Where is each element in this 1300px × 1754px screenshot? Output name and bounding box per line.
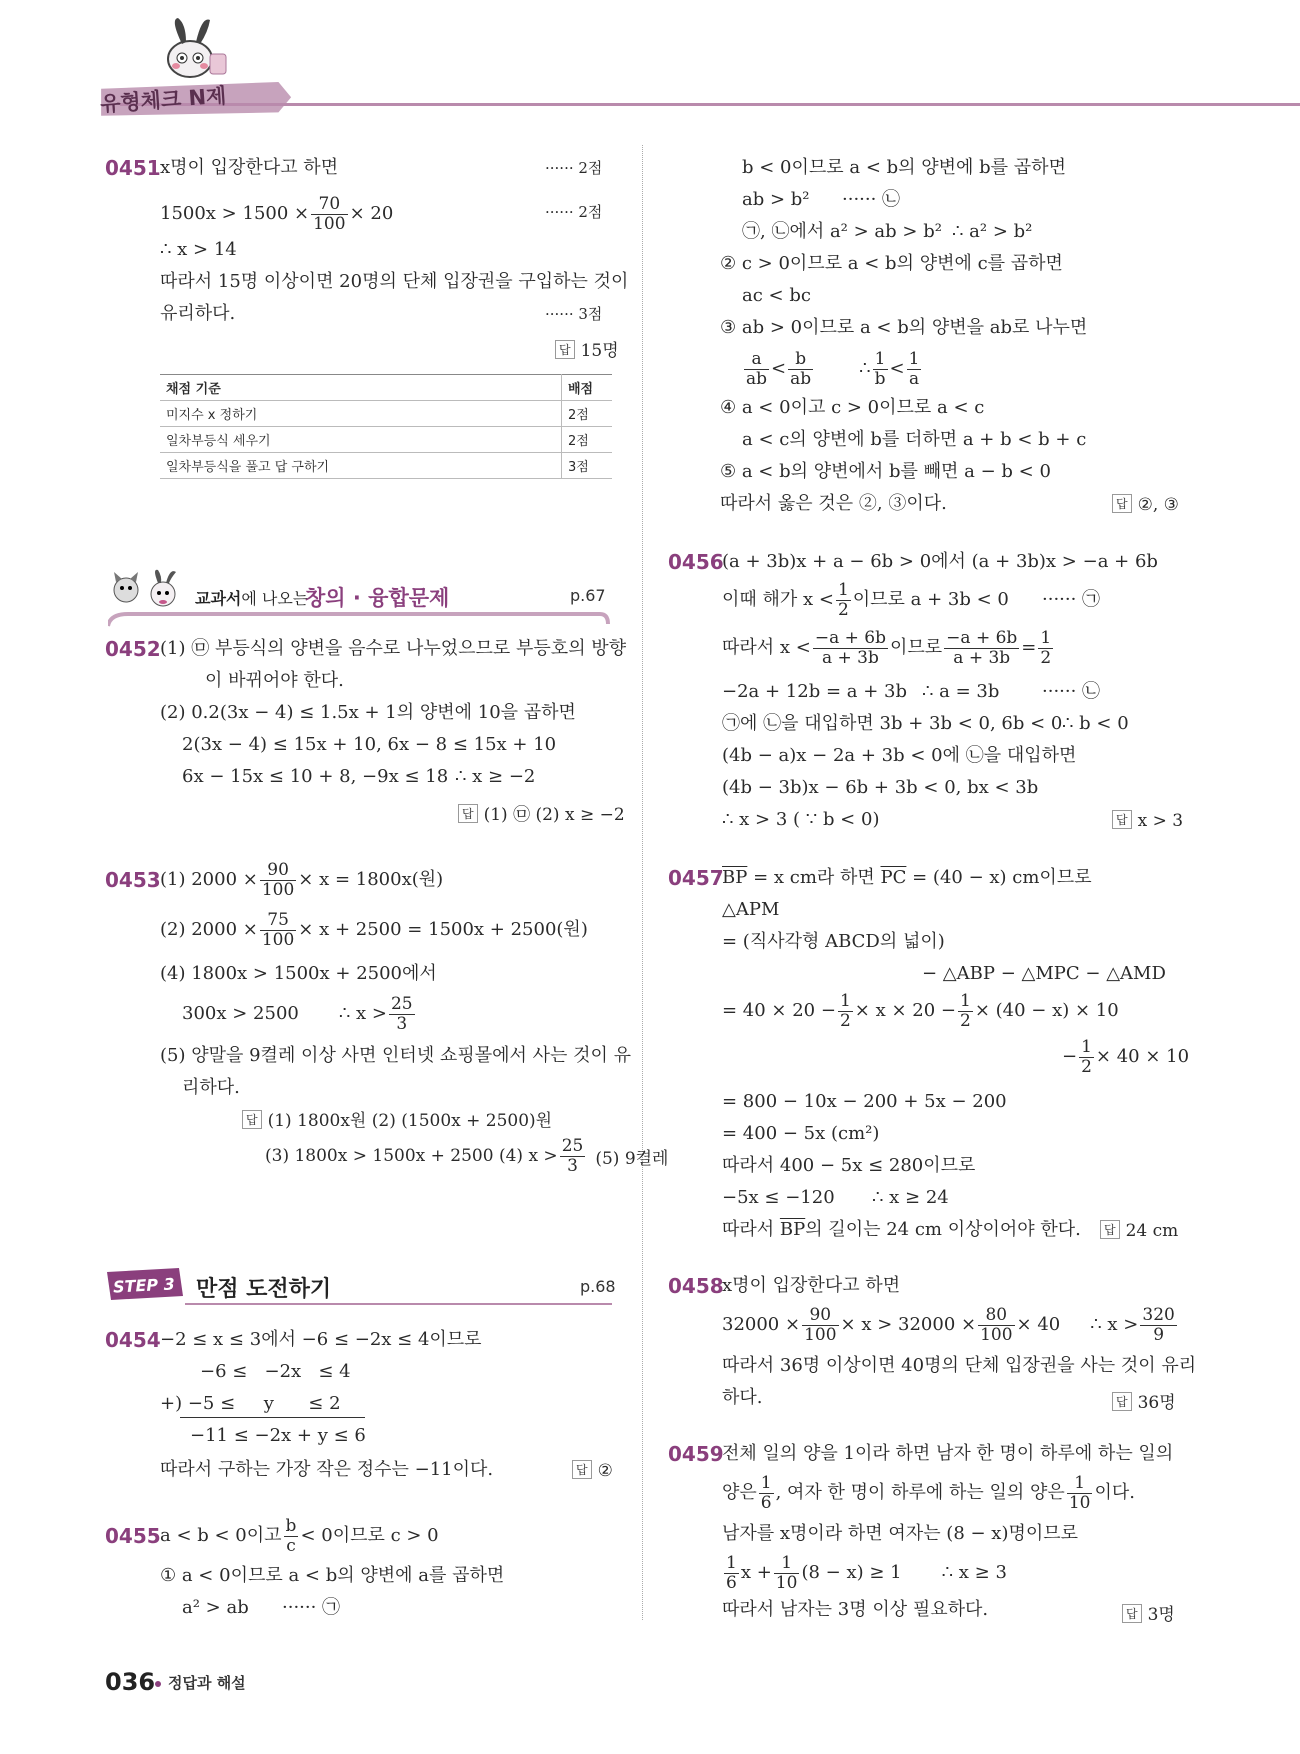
answer: 답 ②	[572, 1460, 613, 1481]
solution-line: 하다.	[722, 1387, 763, 1408]
question-number: 0451	[105, 156, 161, 180]
table-row	[160, 427, 612, 453]
solution-line: −2a + 12b = a + 3b	[722, 681, 907, 702]
solution-line: ······ ㉡	[1042, 681, 1101, 702]
solution-line: = 40 × 20 − $\frac{1}{2}$ × x × 20 − $\frac{1}{2}$ × (40 − x) × 10	[722, 990, 1119, 1031]
solution-line: △APM	[722, 899, 780, 920]
section-title: 창의 · 융합문제	[305, 586, 450, 610]
table-row	[160, 453, 612, 479]
solution-line: ④ a < 0이고 c > 0이므로 a < c	[720, 397, 985, 418]
scoring-table	[160, 374, 612, 479]
solution-line: ······ ㉡	[842, 189, 901, 210]
answer: 답 x > 3	[1112, 810, 1183, 831]
table-cell: 2점	[562, 401, 613, 427]
solution-line: 300x > 2500 ∴ x > $\frac{25}{3}$	[182, 993, 413, 1034]
footer-label: 정답과 해설	[168, 1674, 246, 1692]
solution-line: $\overline{BP} = x$ cm라 하면 $\overline{PC} = (40 - x)$ cm이므로	[722, 867, 1092, 888]
answer: 답 36명	[1112, 1388, 1176, 1413]
solution-line: ∴ x > 14	[160, 239, 237, 260]
solution-line: 유리하다.	[160, 303, 236, 324]
solution-line: 따라서 옳은 것은 ②, ③이다.	[720, 493, 947, 514]
solution-line: +) −5 ≤ y ≤ 2	[160, 1393, 341, 1414]
table-cell: 일차부등식을 풀고 답 구하기	[160, 453, 562, 479]
section-rule	[108, 610, 613, 628]
table-cell: 미지수 x 정하기	[160, 401, 562, 427]
question-number: 0456	[668, 550, 724, 574]
answer: 답 (1) 1800x원 (2) (1500x + 2500)원	[242, 1106, 552, 1131]
solution-line: 이때 해가 x < $\frac{1}{2}$ 이므로 a + 3b < 0	[722, 579, 1009, 620]
solution-line: 따라서 15명 이상이면 20명의 단체 입장권을 구입하는 것이	[160, 271, 629, 292]
solution-line: $\frac{a}{ab}$ < $\frac{b}{ab}$ ∴ $\frac{1}{b}$ < $\frac{1}{a}$	[746, 348, 920, 389]
solution-line: −5x ≤ −120	[722, 1187, 835, 1208]
solution-line: ······ ㉠	[282, 1597, 341, 1618]
mascot-icon	[150, 14, 230, 94]
header-title: 유형체크 N제	[99, 83, 228, 117]
solution-line: (4b − a)x − 2a + 3b < 0에 ㉡을 대입하면	[722, 745, 1077, 766]
solution-line: 전체 일의 양을 1이라 하면 남자 한 명이 하루에 하는 일의	[722, 1443, 1174, 1464]
answer: (3) 1800x > 1500x + 2500 (4) x > $\frac{25}{3}$ (5) 9켤레	[265, 1135, 669, 1176]
solution-line: = 800 − 10x − 200 + 5x − 200	[722, 1091, 1007, 1112]
answer: 답 (1) ㉤ (2) x ≥ −2	[458, 800, 625, 825]
solution-line: = (직사각형 ABCD의 넓이)	[722, 931, 945, 952]
table-header: 배점	[562, 375, 613, 401]
solution-line: 이 바뀌어야 한다.	[205, 670, 344, 691]
solution-line: (5) 양말을 9켤레 이상 사면 인터넷 쇼핑몰에서 사는 것이 유	[160, 1045, 631, 1066]
solution-line: $\frac{1}{6}$ x + $\frac{1}{10}$ (8 − x) ≥ 1 ∴ x ≥ 3	[726, 1552, 1007, 1593]
solution-line: ab > b²	[742, 189, 810, 210]
solution-line: ∴ a² > b²	[952, 221, 1033, 242]
solution-line: 2(3x − 4) ≤ 15x + 10, 6x − 8 ≤ 15x + 10	[182, 734, 557, 755]
step-badge: STEP 3	[112, 1274, 176, 1297]
solution-line: = 400 − 5x (cm²)	[722, 1123, 880, 1144]
question-number: 0459	[668, 1442, 724, 1466]
solution-line: (2) 0.2(3x − 4) ≤ 1.5x + 1의 양변에 10을 곱하면	[160, 702, 576, 723]
solution-line: (a + 3b)x + a − 6b > 0에서 (a + 3b)x > −a + 6b	[722, 551, 1158, 572]
question-number: 0452	[105, 637, 161, 661]
solution-line: 따라서 $\overline{BP}$의 길이는 24 cm 이상이어야 한다.	[722, 1219, 1081, 1240]
answer: 답 24 cm	[1100, 1220, 1178, 1241]
solution-line: 리하다.	[182, 1077, 240, 1098]
solution-line: ∴ x ≥ −2	[455, 766, 536, 787]
header-rule	[120, 103, 1300, 106]
solution-line: − $\frac{1}{2}$ × 40 × 10	[1062, 1036, 1190, 1077]
table-cell: 2점	[562, 427, 613, 453]
solution-line: 따라서 구하는 가장 작은 정수는 −11이다.	[160, 1459, 494, 1480]
solution-line: x명이 입장한다고 하면	[722, 1275, 901, 1296]
solution-line: 따라서 36명 이상이면 40명의 단체 입장권을 사는 것이 유리	[722, 1355, 1197, 1376]
section-label: 교과서에 나오는	[195, 589, 309, 608]
answer: 답 ②, ③	[1112, 494, 1179, 515]
answer: 답 3명	[1122, 1600, 1175, 1625]
solution-line: ······ ㉠	[1042, 589, 1101, 610]
column-divider	[642, 145, 643, 1620]
solution-line: ac < bc	[742, 285, 811, 306]
answer: 답 15명	[555, 336, 619, 361]
score-marker: ······ 2점	[545, 203, 603, 221]
table-row	[160, 401, 612, 427]
solution-line: ㉠에 ㉡을 대입하면 3b + 3b < 0, 6b < 0	[722, 713, 1063, 734]
question-number: 0457	[668, 866, 724, 890]
solution-line: a < c의 양변에 b를 더하면 a + b < b + c	[742, 429, 1087, 450]
solution-line: (1) ㉤ 부등식의 양변을 음수로 나누었으므로 부등호의 방향	[160, 638, 627, 659]
solution-line: (4) 1800x > 1500x + 2500에서	[160, 963, 437, 984]
solution-line: ∴ a = 3b	[922, 681, 1000, 702]
mascots-icon	[108, 568, 188, 614]
page-reference: p.68	[580, 1277, 616, 1296]
page-number: 036	[105, 1668, 156, 1696]
solution-line: 32000 × $\frac{90}{100}$ × x > 32000 × $\frac{80}{100}$ × 40 ∴ x > $\frac{320}{9}$	[722, 1304, 1175, 1345]
score-marker: ······ 3점	[545, 305, 603, 323]
question-number: 0453	[105, 868, 161, 892]
solution-line: 1500x > 1500 × $\frac{70}{100}$ × 20	[160, 193, 394, 234]
solution-line: (2) 2000 × $\frac{75}{100}$ × x + 2500 = 1500x + 2500(원)	[160, 909, 588, 950]
solution-line: ㉠, ㉡에서 a² > ab > b²	[742, 221, 942, 242]
solution-line: x명이 입장한다고 하면	[160, 157, 339, 178]
solution-line: (4b − 3b)x − 6b + 3b < 0, bx < 3b	[722, 777, 1039, 798]
section-title: 만점 도전하기	[196, 1277, 332, 1302]
solution-line: ② c > 0이므로 a < b의 양변에 c를 곱하면	[720, 253, 1063, 274]
question-number: 0455	[105, 1524, 161, 1548]
score-marker: ······ 2점	[545, 159, 603, 177]
table-header-row	[160, 375, 612, 401]
question-number: 0454	[105, 1328, 161, 1352]
solution-line: b < 0이므로 a < b의 양변에 b를 곱하면	[742, 157, 1066, 178]
solution-line: a² > ab	[182, 1597, 249, 1618]
section-rule	[185, 1303, 612, 1305]
addition-rule	[180, 1417, 365, 1418]
solution-line: ∴ x > 3 ( ∵ b < 0)	[722, 809, 880, 830]
solution-line: − △ABP − △MPC − △AMD	[922, 963, 1166, 984]
solution-line: 양은 $\frac{1}{6}$ , 여자 한 명이 하루에 하는 일의 양은 $\frac{1}{10}$ 이다.	[722, 1472, 1135, 1513]
solution-line: ⑤ a < b의 양변에서 b를 빼면 a − b < 0	[720, 461, 1051, 482]
solution-line: a < b < 0이고 $\frac{b}{c}$ < 0이므로 c > 0	[160, 1515, 439, 1556]
solution-line: (1) 2000 × $\frac{90}{100}$ × x = 1800x(원)	[160, 859, 444, 900]
solution-line: 따라서 400 − 5x ≤ 280이므로	[722, 1155, 976, 1176]
solution-line: −2 ≤ x ≤ 3에서 −6 ≤ −2x ≤ 4이므로	[160, 1329, 482, 1350]
solution-line: ∴ b < 0	[1062, 713, 1129, 734]
solution-line: 따라서 남자는 3명 이상 필요하다.	[722, 1599, 989, 1620]
solution-line: 남자를 x명이라 하면 여자는 (8 − x)명이므로	[722, 1523, 1079, 1544]
table-cell: 3점	[562, 453, 613, 479]
question-number: 0458	[668, 1274, 724, 1298]
solution-line: 따라서 x < $\frac{-a + 6b}{a + 3b}$ 이므로 $\frac{-a + 6b}{a + 3b}$ = $\frac{1}{2}$	[722, 627, 1052, 668]
page-reference: p.67	[570, 586, 606, 605]
solution-line: ③ ab > 0이므로 a < b의 양변을 ab로 나누면	[720, 317, 1088, 338]
table-header: 채점 기준	[160, 375, 562, 401]
solution-line: −6 ≤ −2x ≤ 4	[200, 1361, 351, 1382]
solution-line: ∴ x ≥ 24	[872, 1187, 949, 1208]
footer-dot	[155, 1681, 161, 1687]
solution-line: 6x − 15x ≤ 10 + 8, −9x ≤ 18	[182, 766, 449, 787]
table-cell: 일차부등식 세우기	[160, 427, 562, 453]
solution-line: −11 ≤ −2x + y ≤ 6	[190, 1425, 366, 1446]
solution-line: ① a < 0이므로 a < b의 양변에 a를 곱하면	[160, 1565, 505, 1586]
